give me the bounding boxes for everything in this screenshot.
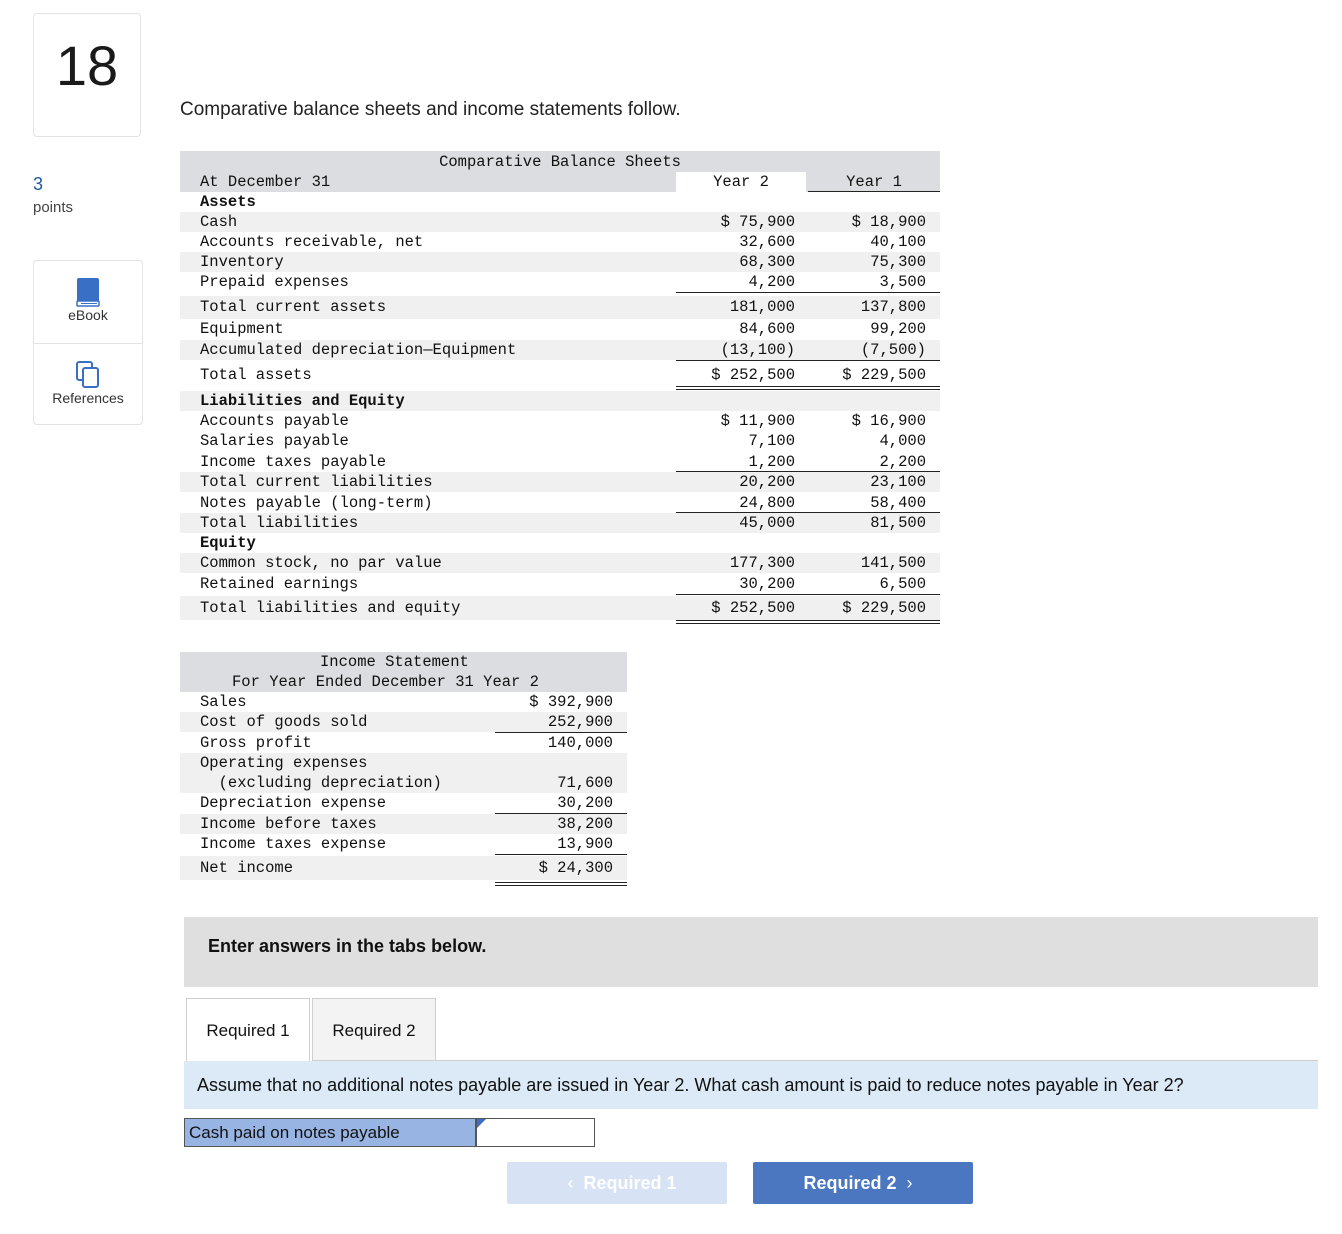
question-number-box (33, 13, 141, 137)
table-row: Operating expenses (180, 753, 627, 773)
references-label: References (52, 390, 124, 406)
book-icon (75, 277, 101, 307)
divider (676, 292, 810, 293)
divider (808, 594, 940, 595)
table-row: Retained earnings 30,200 6,500 (200, 575, 926, 593)
divider (676, 360, 810, 361)
table-row: Depreciation expense 30,200 (200, 794, 613, 812)
chevron-right-icon: › (906, 1173, 913, 1193)
income-statement-title: Income Statement (320, 653, 469, 671)
equity-heading-row (180, 533, 940, 553)
table-row: Total assets $ 252,500 $ 229,500 (200, 366, 926, 384)
question-box (184, 1061, 1318, 1109)
double-underline (808, 386, 940, 390)
table-row: Sales $ 392,900 (200, 693, 613, 711)
table-row: (excluding depreciation) 71,600 (180, 773, 627, 793)
points-value: 3 (33, 174, 44, 194)
table-row: Income taxes expense 13,900 (200, 835, 613, 853)
ebook-label: eBook (68, 307, 108, 323)
next-button-label: Required 2 (803, 1173, 897, 1193)
col-year1-header: Year 1 (808, 172, 940, 192)
table-row: Salaries payable 7,100 4,000 (200, 432, 926, 450)
chevron-left-icon: ‹ (567, 1173, 574, 1193)
equity-heading: Equity (200, 534, 256, 552)
balance-sheet-title: Comparative Balance Sheets (439, 153, 681, 171)
table-row: Accounts payable $ 11,900 $ 16,900 (200, 412, 926, 430)
divider (808, 360, 940, 361)
table-row: Prepaid expenses 4,200 3,500 (200, 273, 926, 291)
table-row: Net income $ 24,300 (180, 856, 627, 880)
question-text: Assume that no additional notes payable are issued in Year 2. What cash amount is paid to reduce notes payable in Year 2? (197, 1075, 1184, 1095)
cash-paid-input[interactable] (477, 1119, 594, 1146)
at-december-label: At December 31 (200, 173, 331, 191)
double-underline (808, 620, 940, 624)
divider (495, 854, 627, 855)
table-row: Accumulated depreciation—Equipment (13,100) (7,500) (180, 340, 940, 360)
references-button[interactable] (34, 343, 142, 426)
answer-label: Cash paid on notes payable (184, 1118, 476, 1147)
table-row: Inventory 68,300 75,300 (180, 252, 940, 272)
table-row: Income before taxes 38,200 (180, 814, 627, 834)
assets-heading-row (180, 192, 940, 212)
assets-heading: Assets (200, 193, 256, 211)
prev-button-label: Required 1 (583, 1173, 677, 1193)
double-underline (676, 386, 810, 390)
tab-required-1[interactable]: Required 1 (186, 998, 310, 1061)
intro-text: Comparative balance sheets and income statements follow. (180, 99, 681, 120)
divider (808, 292, 940, 293)
table-row: Total current assets 181,000 137,800 (180, 296, 940, 319)
table-row: Accounts receivable, net 32,600 40,100 (200, 233, 926, 251)
balance-sheet-header (180, 151, 940, 192)
next-required-button[interactable] (753, 1162, 973, 1204)
table-row: Total current liabilities 20,200 23,100 (180, 472, 940, 492)
liabilities-heading: Liabilities and Equity (200, 392, 405, 410)
input-flag-icon (477, 1119, 486, 1128)
question-number: 18 (55, 34, 119, 97)
answers-heading: Enter answers in the tabs below. (208, 936, 487, 956)
table-row: Notes payable (long-term) 24,800 58,400 (200, 494, 926, 512)
income-statement-subtitle: For Year Ended December 31 Year 2 (232, 673, 539, 691)
table-row: Common stock, no par value 177,300 141,500 (180, 553, 940, 573)
answer-field-wrapper (476, 1118, 595, 1147)
table-row: Total liabilities 45,000 81,500 (180, 513, 940, 533)
table-row: Income taxes payable 1,200 2,200 (200, 453, 926, 471)
table-row: Equipment 84,600 99,200 (200, 320, 926, 338)
liabilities-heading-row (180, 391, 940, 411)
answers-panel (184, 917, 1318, 987)
prev-required-button[interactable] (507, 1162, 727, 1204)
table-row: Total liabilities and equity $ 252,500 $ 229,500 (180, 596, 940, 620)
tab-required-2[interactable]: Required 2 (312, 998, 436, 1061)
col-year2-header: Year 2 (676, 172, 806, 192)
divider (676, 594, 810, 595)
double-underline (676, 620, 810, 624)
points-label: points (33, 199, 74, 216)
income-statement-header (180, 652, 627, 692)
table-row: Gross profit 140,000 (200, 734, 613, 752)
double-underline (495, 882, 627, 886)
ebook-button[interactable] (34, 261, 142, 343)
copy-icon (75, 360, 101, 390)
table-row: Cash $ 75,900 $ 18,900 (180, 212, 940, 232)
table-row: Cost of goods sold 252,900 (180, 712, 627, 732)
tools-panel (33, 260, 143, 425)
